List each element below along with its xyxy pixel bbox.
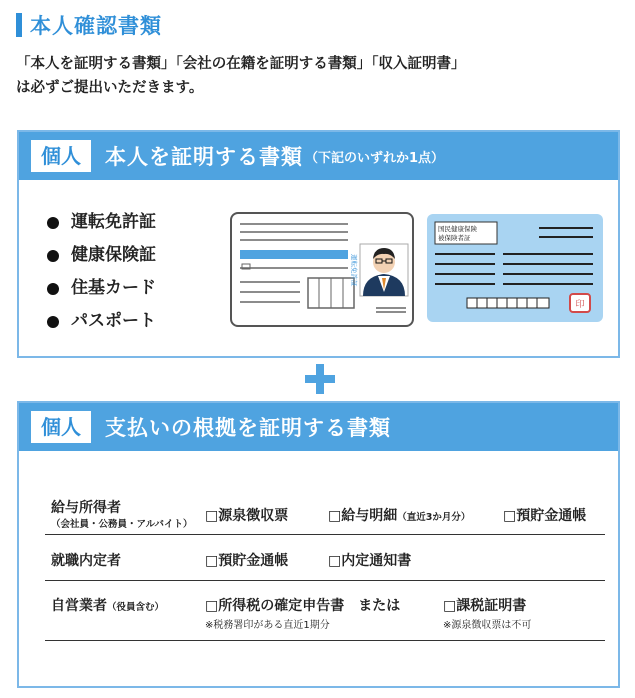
row-sublabel: （会社員・公務員・アルバイト） xyxy=(51,519,193,530)
list-item: 住基カード xyxy=(47,272,156,305)
table-row xyxy=(45,483,605,535)
individual-tag: 個人 xyxy=(31,411,91,443)
payment-proof-table xyxy=(45,483,605,641)
document-item: □給与明細（直近3か月分） xyxy=(328,508,471,524)
document-item: □預貯金通帳 xyxy=(503,508,587,524)
intro-text xyxy=(16,52,466,100)
license-card-text: 運転免許証 xyxy=(350,254,358,287)
insurance-card-line-1: 国民健康保険 xyxy=(438,225,477,233)
bullet-icon xyxy=(47,316,59,328)
document-item: □所得税の確定申告書 または xyxy=(205,598,401,614)
row-label: 給与所得者 xyxy=(51,500,121,516)
bullet-icon xyxy=(47,217,59,229)
identity-document-list xyxy=(47,206,156,338)
health-insurance-card-illustration xyxy=(427,214,603,322)
item-note: （直近3か月分） xyxy=(397,512,471,523)
payment-heading: 支払いの根拠を証明する書類 xyxy=(105,416,391,440)
identity-documents-box xyxy=(17,130,620,358)
individual-tag: 個人 xyxy=(31,140,91,172)
insurance-card-line-2: 被保険者証 xyxy=(438,234,471,242)
table-row xyxy=(45,535,605,581)
document-item: □源泉徴収票 xyxy=(205,508,289,524)
bullet-icon xyxy=(47,250,59,262)
identity-subheading: （下記のいずれか1点） xyxy=(305,150,445,166)
intro-line-1: 「本人を証明する書類」「会社の在籍を証明する書類」「収入証明書」 xyxy=(16,56,466,72)
payment-proof-box xyxy=(17,401,620,688)
row-label: 自営業者（役員含む） xyxy=(51,598,165,614)
table-row xyxy=(45,581,605,641)
payment-box-header xyxy=(19,403,618,451)
document-item: □預貯金通帳 xyxy=(205,553,289,569)
section-title xyxy=(16,10,162,40)
list-item: 健康保険証 xyxy=(47,239,156,272)
list-item: パスポート xyxy=(47,305,156,338)
seal-icon: 印 xyxy=(575,300,585,310)
title-accent-bar xyxy=(16,13,22,37)
item-note: ※源泉徴収票は不可 xyxy=(443,620,532,631)
document-item: □内定通知書 xyxy=(328,553,412,569)
page-title: 本人確認書類 xyxy=(30,14,162,38)
intro-line-2: は必ずご提出いただきます。 xyxy=(16,80,204,96)
identity-box-header xyxy=(19,132,618,180)
drivers-license-illustration xyxy=(230,212,414,327)
row-label: 就職内定者 xyxy=(51,553,121,569)
plus-icon xyxy=(305,364,335,394)
bullet-icon xyxy=(47,283,59,295)
item-note: ※税務署印がある直近1期分 xyxy=(205,620,330,631)
document-item: □課税証明書 xyxy=(443,598,527,614)
identity-heading: 本人を証明する書類 xyxy=(105,145,303,169)
row-label-note: （役員含む） xyxy=(107,602,165,613)
list-item: 運転免許証 xyxy=(47,206,156,239)
